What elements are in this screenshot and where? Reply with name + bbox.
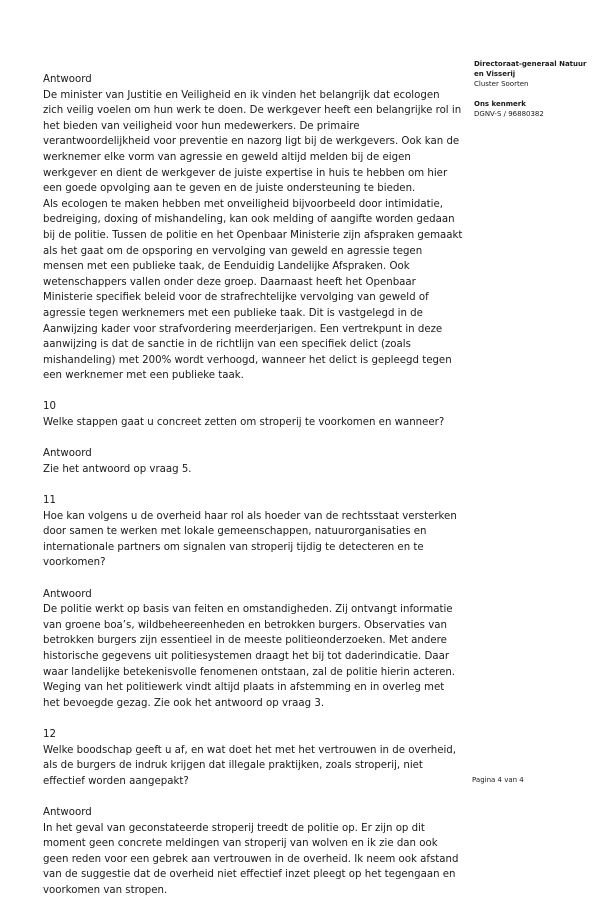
answer-paragraph: Zie het antwoord op vraag 5. <box>43 462 463 478</box>
page-number: Pagina 4 van 4 <box>472 775 524 785</box>
answer-label: Antwoord <box>43 587 463 603</box>
answer-label: Antwoord <box>43 805 463 821</box>
question-number: 10 <box>43 399 463 415</box>
question-text: Hoe kan volgens u de overheid haar rol als hoeder van de rechtsstaat versterken door samen te werken met lokale gemeenschappen, natuurorganisaties en internationale partners om signalen van stroperij tijdig te detecteren en te voorkomen? <box>43 509 463 571</box>
question-number: 12 <box>43 727 463 743</box>
document-body <box>43 72 463 898</box>
question-text: Welke boodschap geeft u af, en wat doet het met het vertrouwen in de overheid, als de burgers de indruk krijgen dat illegale praktijken, zoals stroperij, niet effectief worden aangepakt? <box>43 743 463 790</box>
reference-label: Ons kenmerk <box>474 99 592 109</box>
answer-paragraph: De minister van Justitie en Veiligheid en ik vinden het belangrijk dat ecologen zich veilig voelen om hun werk te doen. De werkgever heeft een belangrijke rol in het bieden van veiligheid voor hun medewerkers. De primaire verantwoordelijkheid voor preventie en nazorg ligt bij de werkgevers. Ook kan de werknemer elke vorm van agressie en geweld altijd melden bij de eigen werkgever en dient de werkgever de juiste expertise in huis te hebben om hier een goede opvolging aan te geven en de juiste ondersteuning te bieden. <box>43 88 463 197</box>
org-subunit: Cluster Soorten <box>474 79 592 89</box>
org-name-line1: Directoraat-generaal Natuur <box>474 59 592 69</box>
question-number: 11 <box>43 493 463 509</box>
answer-label: Antwoord <box>43 446 463 462</box>
answer-paragraph: De politie werkt op basis van feiten en omstandigheden. Zij ontvangt informatie van groene boa’s, wildbeheereenheden en betrokken burgers. Observaties van betrokken burgers zijn essentieel in de meeste politieonderzoeken. Met andere historische gegevens uit politiesystemen draagt het bij tot daderindicatie. Daar waar landelijke betekenisvolle fenomenen ontstaan, zal de politie hierin acteren. Weging van het politiewerk vindt altijd plaats in afstemming en in overleg met het bevoegde gezag. Zie ook het antwoord op vraag 3. <box>43 602 463 711</box>
answer-label: Antwoord <box>43 72 463 88</box>
sidebar <box>474 59 592 119</box>
answer-paragraph: In het geval van geconstateerde stroperij treedt de politie op. Er zijn op dit moment geen concrete meldingen van stroperij van wolven en ik zie dan ook geen reden voor een gebrek aan vertrouwen in de overheid. Ik neem ook afstand van de suggestie dat de overheid niet effectief inzet pleegt op het tegengaan en voorkomen van stropen. <box>43 821 463 898</box>
answer-paragraph: Als ecologen te maken hebben met onveiligheid bijvoorbeeld door intimidatie, bedreiging, doxing of mishandeling, kan ook melding of aangifte worden gedaan bij de politie. Tussen de politie en het Openbaar Ministerie zijn afspraken gemaakt als het gaat om de opsporing en vervolging van geweld en agressie tegen mensen met een publieke taak, de Eenduidig Landelijke Afspraken. Ook wetenschappers vallen onder deze groep. Daarnaast heeft het Openbaar Ministerie specifiek beleid voor de strafrechtelijke vervolging van geweld of agressie tegen werknemers met een publieke taak. Dit is vastgelegd in de Aanwijzing kader voor strafvordering meerderjarigen. Een vertrekpunt in deze aanwijzing is dat de sanctie in de richtlijn van een specifiek delict (zoals mishandeling) met 200% wordt verhoogd, wanneer het delict is gepleegd tegen een werknemer met een publieke taak. <box>43 197 463 384</box>
org-name-line2: en Visserij <box>474 69 592 79</box>
question-text: Welke stappen gaat u concreet zetten om stroperij te voorkomen en wanneer? <box>43 415 463 431</box>
reference-value: DGNV-S / 96880382 <box>474 109 592 119</box>
